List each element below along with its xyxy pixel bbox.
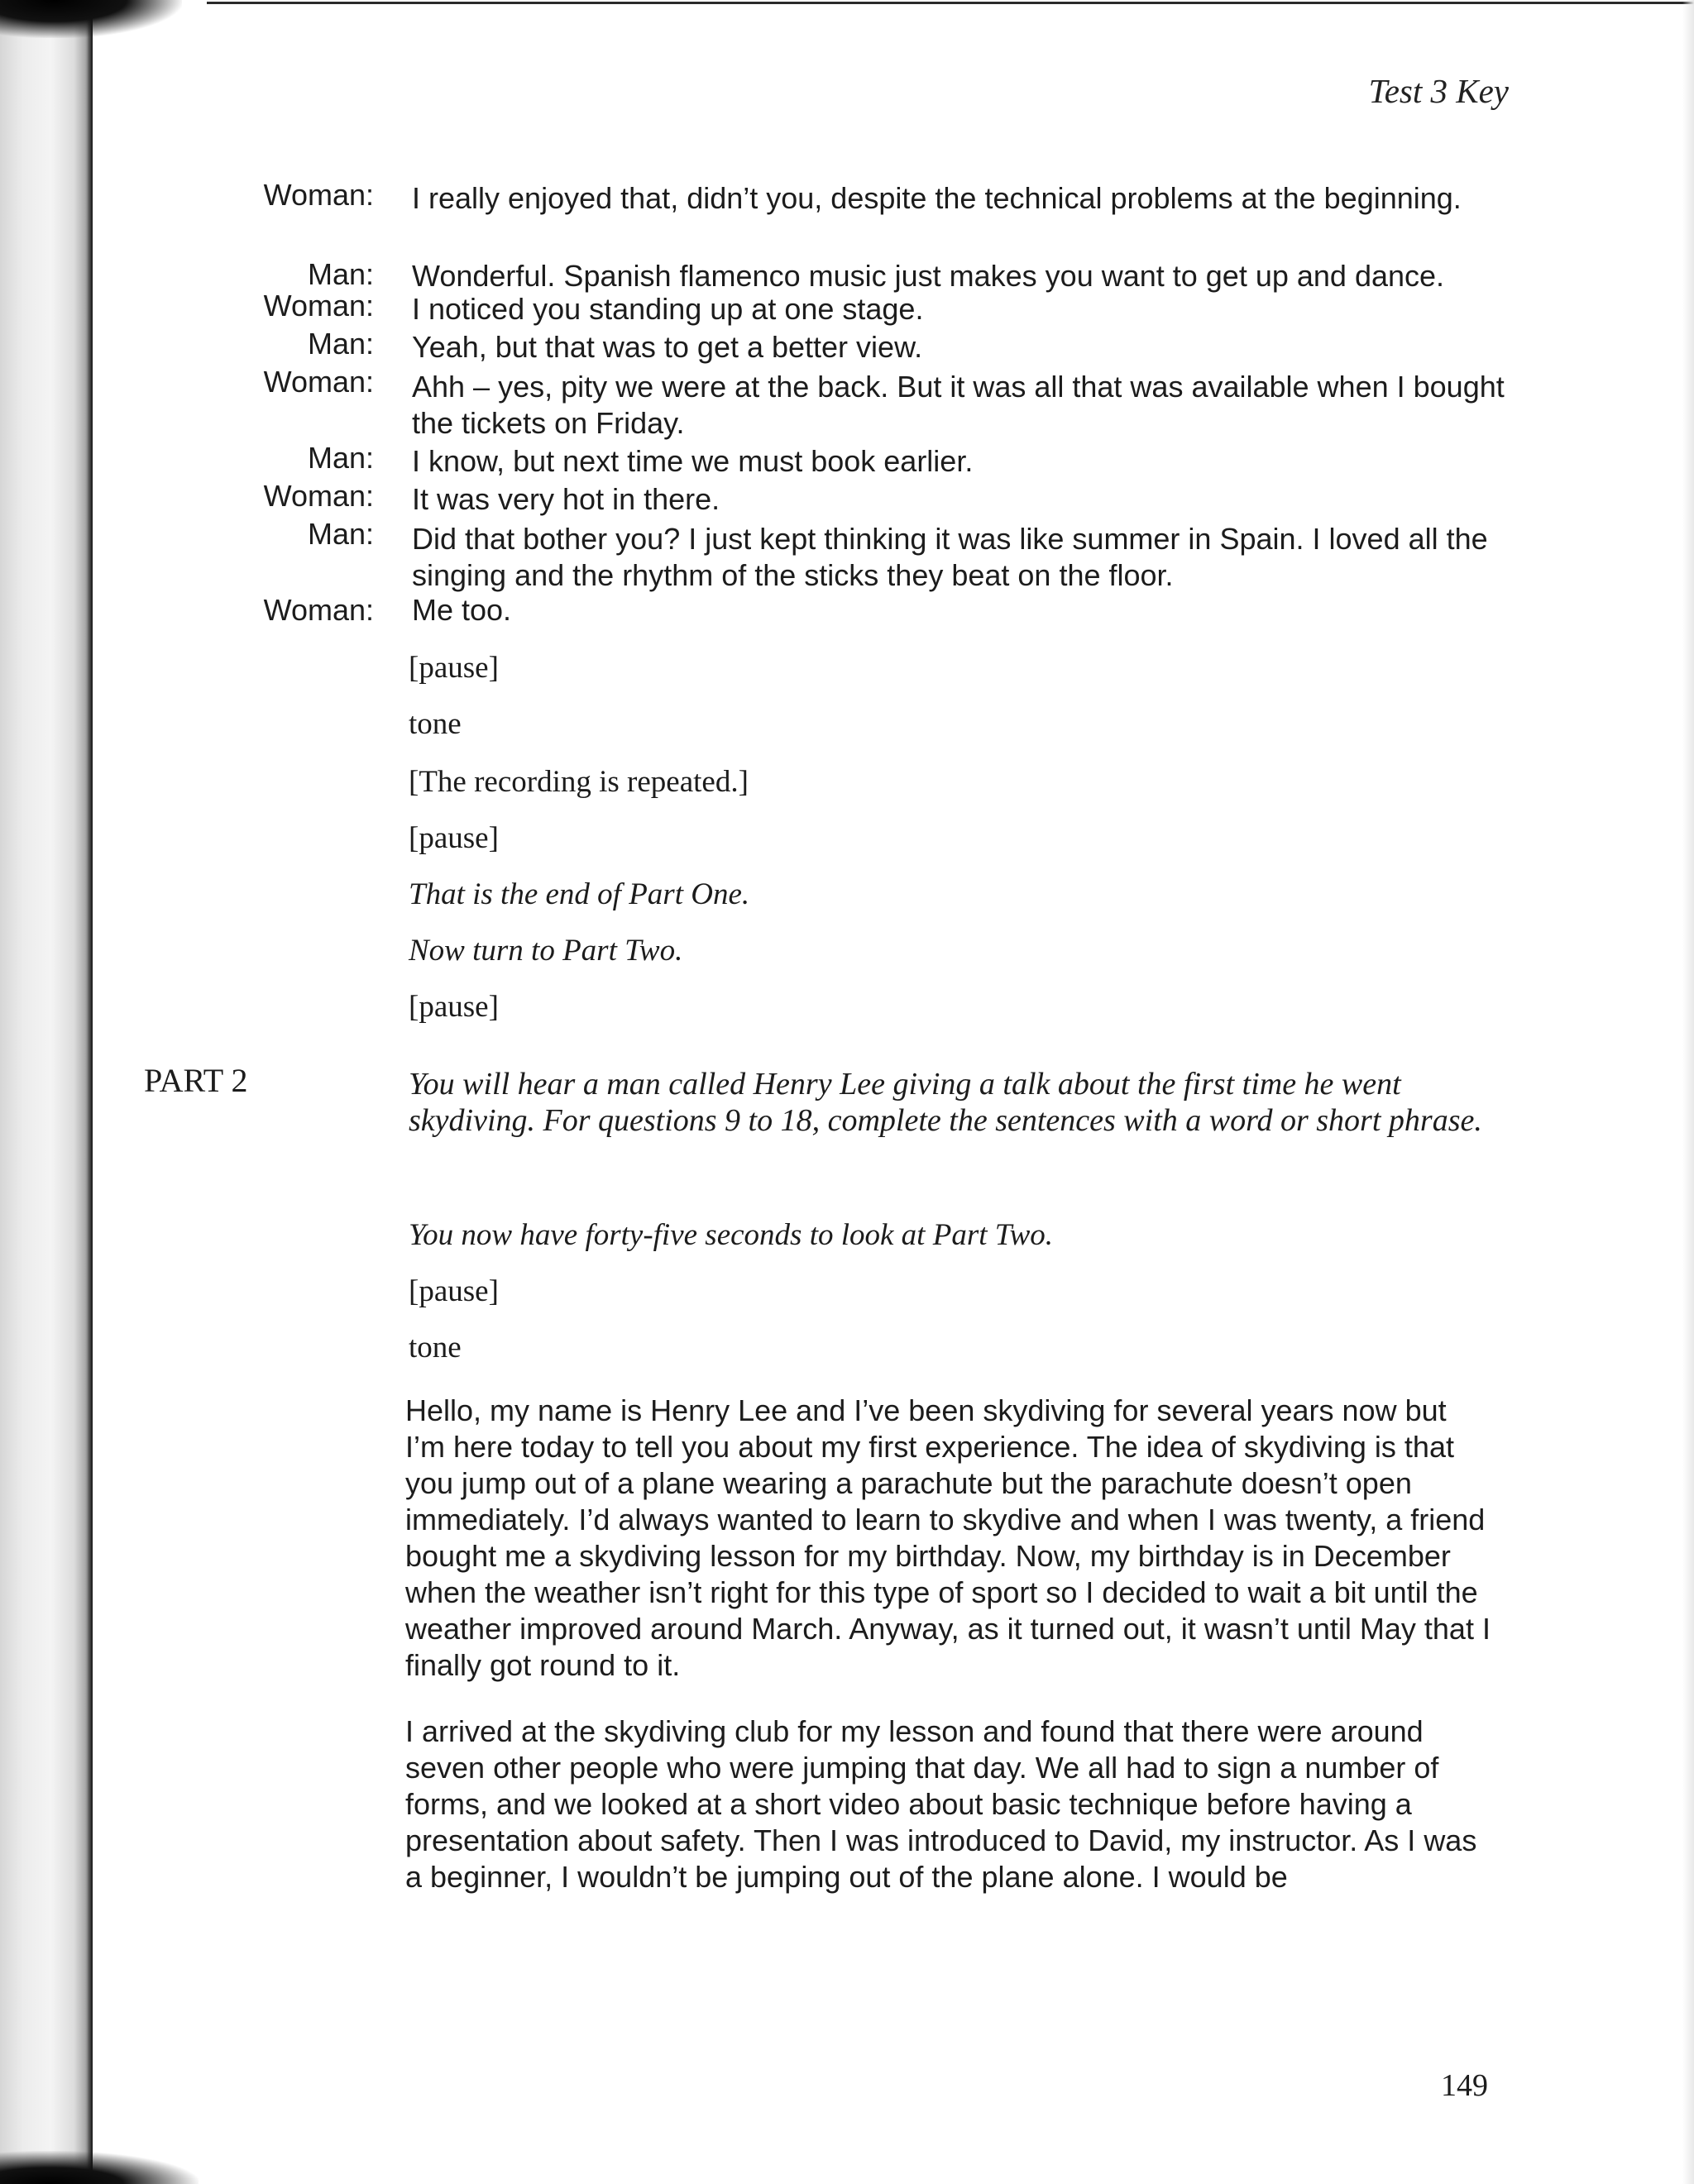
dialogue-line: Ahh – yes, pity we were at the back. But it was all that was available when I bought the tickets on Friday.: [412, 370, 1505, 440]
page-top-edge: [207, 2, 1694, 4]
look-time-instruction: You now have forty-five seconds to look at Part Two.: [409, 1218, 1054, 1252]
part-2-heading: PART 2: [144, 1062, 248, 1099]
stage-direction-pause: [pause]: [409, 990, 499, 1024]
speaker-label: Woman:: [263, 289, 374, 323]
transcript-paragraph: Hello, my name is Henry Lee and I’ve been skydiving for several years now but I’m here today to tell you about my first experience. The idea of skydiving is that you jump out of a plane wearing a parachute but the parachute doesn’t open immediately. I’d always wanted to learn to skydive and when I was twenty, a friend bought me a skydiving lesson for my birthday. Now, my birthday is in December when the weather isn’t right for this type of sport so I decided to wait a bit until the weather improved around March. Anyway, as it turned out, it wasn’t until May that I finally got round to it.: [405, 1393, 1491, 1682]
stage-direction-pause: [pause]: [409, 1274, 499, 1308]
dialogue-line: It was very hot in there.: [412, 482, 720, 516]
dialogue-line: I noticed you standing up at one stage.: [412, 292, 924, 326]
speaker-label: Man:: [307, 327, 374, 361]
dialogue-line: Wonderful. Spanish flamenco music just makes you want to get up and dance.: [412, 259, 1445, 293]
dialogue-line: I really enjoyed that, didn’t you, despite the technical problems at the beginning.: [412, 181, 1462, 215]
transcript-paragraph: I arrived at the skydiving club for my lesson and found that there were around seven other people who were jumping that day. We all had to sign a number of forms, and we looked at a short video about basic technique before having a presentation about safety. Then I was introduced to David, my instructor. As I was a beginner, I wouldn’t be jumping out of the plane alone. I would be: [405, 1714, 1477, 1894]
dialogue-line: Me too.: [412, 593, 512, 627]
page-number: 149: [1441, 2068, 1488, 2103]
speaker-label: Woman:: [263, 178, 374, 212]
speaker-label: Woman:: [263, 365, 374, 399]
stage-direction-pause: [pause]: [409, 651, 499, 685]
page-corner-shadow: [0, 0, 182, 38]
dialogue-line: Did that bother you? I just kept thinking it was like summer in Spain. I loved all the singing and the rhythm of the sticks they beat on the floor.: [412, 522, 1488, 592]
speaker-label: Woman:: [263, 479, 374, 513]
speaker-label: Man:: [307, 441, 374, 475]
dialogue-line: I know, but next time we must book earlier.: [412, 444, 974, 478]
speaker-label: Man:: [307, 517, 374, 551]
turn-to-part-two: Now turn to Part Two.: [409, 934, 683, 968]
end-of-part-one: That is the end of Part One.: [409, 877, 750, 911]
part-2-instructions: You will hear a man called Henry Lee giving a talk about the first time he went skydiving. For questions 9 to 18, complete the sentences with a word or short phrase.: [409, 1067, 1482, 1138]
running-head: Test 3 Key: [1368, 72, 1509, 110]
page-right-edge: [1682, 0, 1694, 2184]
dialogue-line: Yeah, but that was to get a better view.: [412, 330, 923, 364]
stage-direction-repeat: [The recording is repeated.]: [409, 765, 749, 799]
stage-direction-pause: [pause]: [409, 821, 499, 855]
page-bottom-corner-shadow: [0, 2151, 199, 2184]
speaker-label: Man:: [307, 257, 374, 291]
speaker-label: Woman:: [263, 593, 374, 627]
stage-direction-tone: tone: [409, 1331, 462, 1364]
stage-direction-tone: tone: [409, 707, 462, 741]
